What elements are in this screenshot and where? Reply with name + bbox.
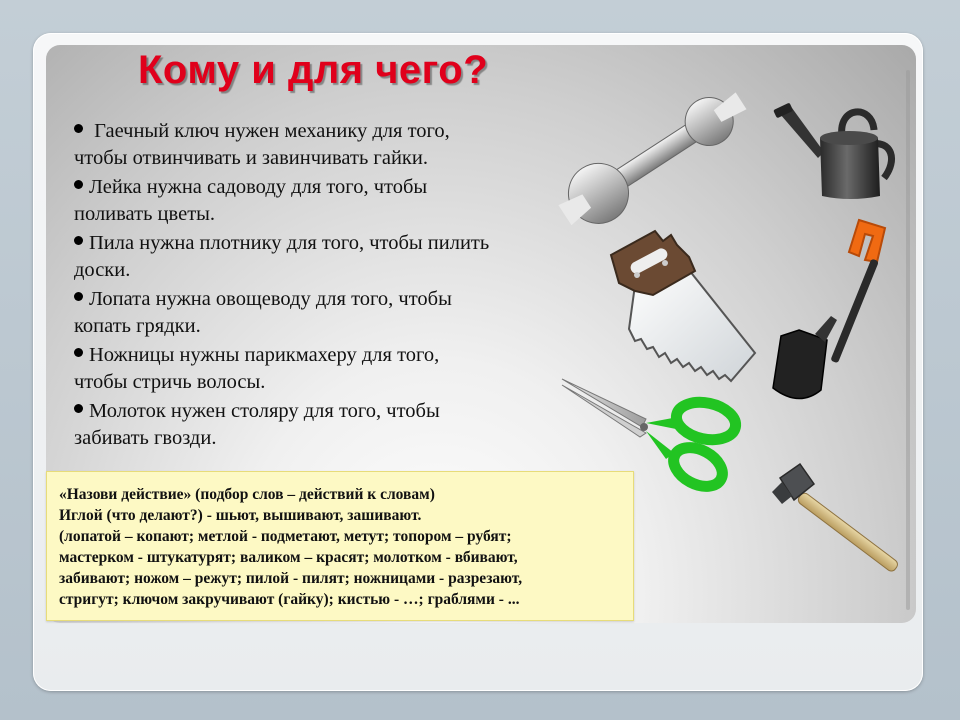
bullet-item	[74, 398, 574, 452]
bullet-list	[74, 118, 574, 454]
exercise-line: «Назови действие» (подбор слов – действий к словам)	[59, 486, 435, 503]
exercise-line: забивают; ножом – режут; пилой - пилят; ножницами - разрезают,	[59, 570, 523, 587]
watering-can-icon	[772, 100, 902, 205]
bullet-text: Ножницы нужны парикмахеру для того,	[89, 344, 440, 366]
bullet-text: Гаечный ключ нужен механику для того,	[89, 120, 450, 142]
exercise-line: Иглой (что делают?) - шьют, вышивают, зашивают.	[59, 507, 422, 524]
bullet-text: доски.	[74, 259, 131, 281]
bullet-item	[74, 286, 574, 340]
exercise-line: (лопатой – копают; метлой - подметают, метут; топором – рубят;	[59, 528, 512, 545]
shovel-icon	[765, 210, 890, 405]
exercise-box	[46, 471, 634, 621]
bullet-item	[74, 230, 574, 284]
exercise-line: стригут; ключом закручивают (гайку); кистью - …; граблями - ...	[59, 591, 520, 608]
bullet-text: поливать цветы.	[74, 203, 216, 225]
bullet-text: забивать гвозди.	[74, 427, 217, 449]
bullet-text: чтобы отвинчивать и завинчивать гайки.	[74, 147, 428, 169]
bullet-text: Пила нужна плотнику для того, чтобы пилить	[89, 232, 490, 254]
slide-title: Кому и для чего?	[138, 48, 489, 92]
bullet-item	[74, 174, 574, 228]
bullet-item	[74, 342, 574, 396]
bullet-dot	[74, 404, 83, 413]
bullet-text: Молоток нужен столяру для того, чтобы	[89, 400, 440, 422]
hammer-icon	[770, 460, 915, 575]
bullet-dot	[74, 180, 83, 189]
bullet-dot	[74, 124, 83, 133]
saw-icon	[605, 225, 760, 385]
bullet-text: чтобы стричь волосы.	[74, 371, 266, 393]
wrench-icon	[548, 88, 758, 228]
bullet-item	[74, 118, 574, 172]
exercise-line: мастерком - штукатурят; валиком – красят; молотком - вбивают,	[59, 549, 518, 566]
bullet-text: Лейка нужна садоводу для того, чтобы	[89, 176, 428, 198]
bullet-text: копать грядки.	[74, 315, 201, 337]
bullet-dot	[74, 292, 83, 301]
bullet-text: Лопата нужна овощеводу для того, чтобы	[89, 288, 452, 310]
bullet-dot	[74, 348, 83, 357]
bullet-dot	[74, 236, 83, 245]
